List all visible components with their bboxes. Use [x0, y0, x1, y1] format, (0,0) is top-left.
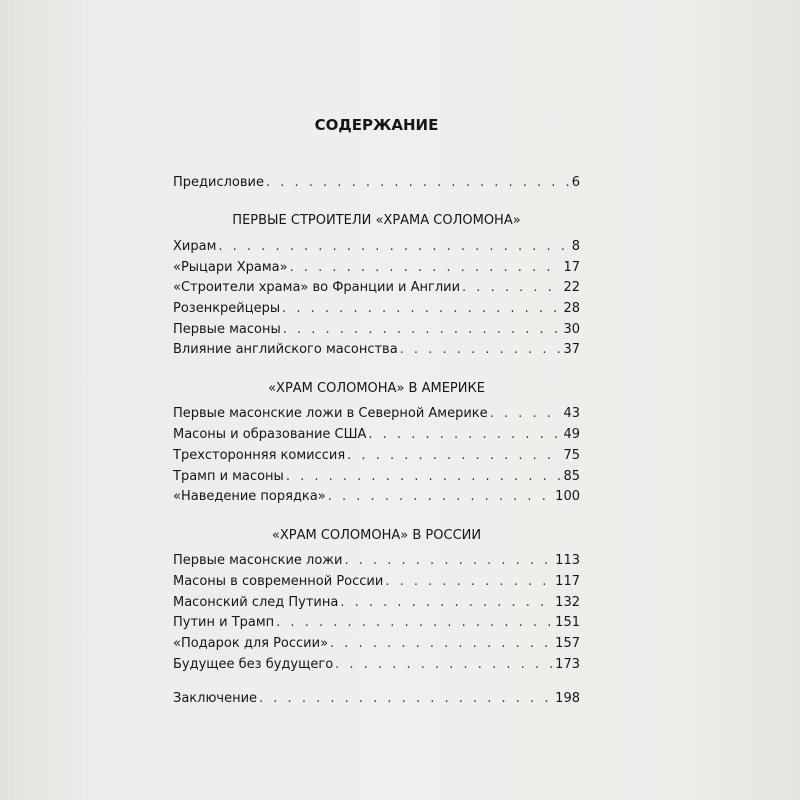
entry-label: Хирам	[173, 239, 217, 254]
toc-entry	[173, 594, 580, 612]
toc-entry	[173, 341, 580, 359]
entry-label: Масоны в современной России	[173, 574, 384, 589]
toc-entry	[173, 321, 580, 339]
section-heading: ПЕРВЫЕ СТРОИТЕЛИ «ХРАМА СОЛОМОНА»	[232, 213, 521, 228]
dot-leader	[385, 573, 552, 591]
dot-leader	[259, 690, 552, 708]
toc-entry	[173, 447, 580, 465]
entry-label: Первые масонские ложи в Северной Америке	[173, 406, 488, 421]
entry-page-number: 132	[555, 595, 580, 610]
toc-entry-preface	[173, 174, 580, 192]
section-heading: «ХРАМ СОЛОМОНА» В РОССИИ	[271, 528, 482, 543]
dot-leader	[400, 341, 561, 359]
entry-label: Розенкрейцеры	[173, 301, 281, 316]
toc-entry	[173, 279, 580, 297]
entry-page-number: 117	[555, 574, 580, 589]
entry-page-number: 22	[563, 280, 580, 295]
entry-label: Предисловие	[173, 175, 264, 190]
entry-page-number: 75	[563, 448, 580, 463]
dot-leader	[286, 468, 561, 486]
dot-leader	[462, 279, 560, 297]
toc-entry-conclusion	[173, 690, 580, 708]
toc-title: СОДЕРЖАНИЕ	[314, 116, 439, 134]
entry-label: «Наведение порядка»	[173, 489, 326, 504]
entry-label: Заключение	[173, 691, 258, 706]
entry-page-number: 37	[563, 342, 580, 357]
entry-page-number: 85	[563, 469, 580, 484]
entry-page-number: 30	[563, 322, 580, 337]
toc-entry	[173, 468, 580, 486]
dot-leader	[344, 552, 552, 570]
dot-leader	[276, 614, 552, 632]
toc-entry	[173, 488, 580, 506]
toc-entry	[173, 405, 580, 423]
entry-label: Трамп и масоны	[173, 469, 284, 484]
toc-entry	[173, 573, 580, 591]
toc-entry	[173, 614, 580, 632]
toc-entry	[173, 656, 580, 674]
entry-page-number: 6	[571, 175, 580, 190]
toc-entry	[173, 238, 580, 256]
toc-entry	[173, 426, 580, 444]
table-of-contents	[173, 0, 580, 800]
entry-page-number: 151	[555, 615, 580, 630]
entry-label: Путин и Трамп	[173, 615, 275, 630]
entry-label: «Строители храма» во Франции и Англии	[173, 280, 461, 295]
entry-page-number: 8	[571, 239, 580, 254]
toc-entry	[173, 635, 580, 653]
entry-page-number: 157	[555, 636, 580, 651]
section-heading: «ХРАМ СОЛОМОНА» В АМЕРИКЕ	[268, 381, 485, 396]
toc-entry	[173, 300, 580, 318]
dot-leader	[347, 447, 560, 465]
dot-leader	[282, 300, 560, 318]
entry-page-number: 49	[563, 427, 580, 442]
dot-leader	[368, 426, 560, 444]
entry-label: Первые масоны	[173, 322, 281, 337]
dot-leader	[283, 321, 561, 339]
entry-label: Первые масонские ложи	[173, 553, 343, 568]
dot-leader	[340, 594, 552, 612]
entry-label: Будущее без будущего	[173, 657, 334, 672]
entry-page-number: 17	[563, 260, 580, 275]
entry-label: Масоны и образование США	[173, 427, 367, 442]
toc-entry	[173, 259, 580, 277]
entry-label: Масонский след Путина	[173, 595, 339, 610]
entry-page-number: 173	[555, 657, 580, 672]
toc-entry	[173, 552, 580, 570]
entry-label: «Подарок для России»	[173, 636, 329, 651]
dot-leader	[290, 259, 561, 277]
dot-leader	[490, 405, 561, 423]
entry-page-number: 43	[563, 406, 580, 421]
entry-page-number: 113	[555, 553, 580, 568]
dot-leader	[266, 174, 569, 192]
entry-label: Трехсторонняя комиссия	[173, 448, 346, 463]
dot-leader	[330, 635, 552, 653]
entry-page-number: 198	[555, 691, 580, 706]
dot-leader	[218, 238, 568, 256]
entry-page-number: 28	[563, 301, 580, 316]
dot-leader	[328, 488, 552, 506]
entry-label: «Рыцари Храма»	[173, 260, 288, 275]
dot-leader	[335, 656, 552, 674]
entry-label: Влияние английского масонства	[173, 342, 398, 357]
entry-page-number: 100	[555, 489, 580, 504]
